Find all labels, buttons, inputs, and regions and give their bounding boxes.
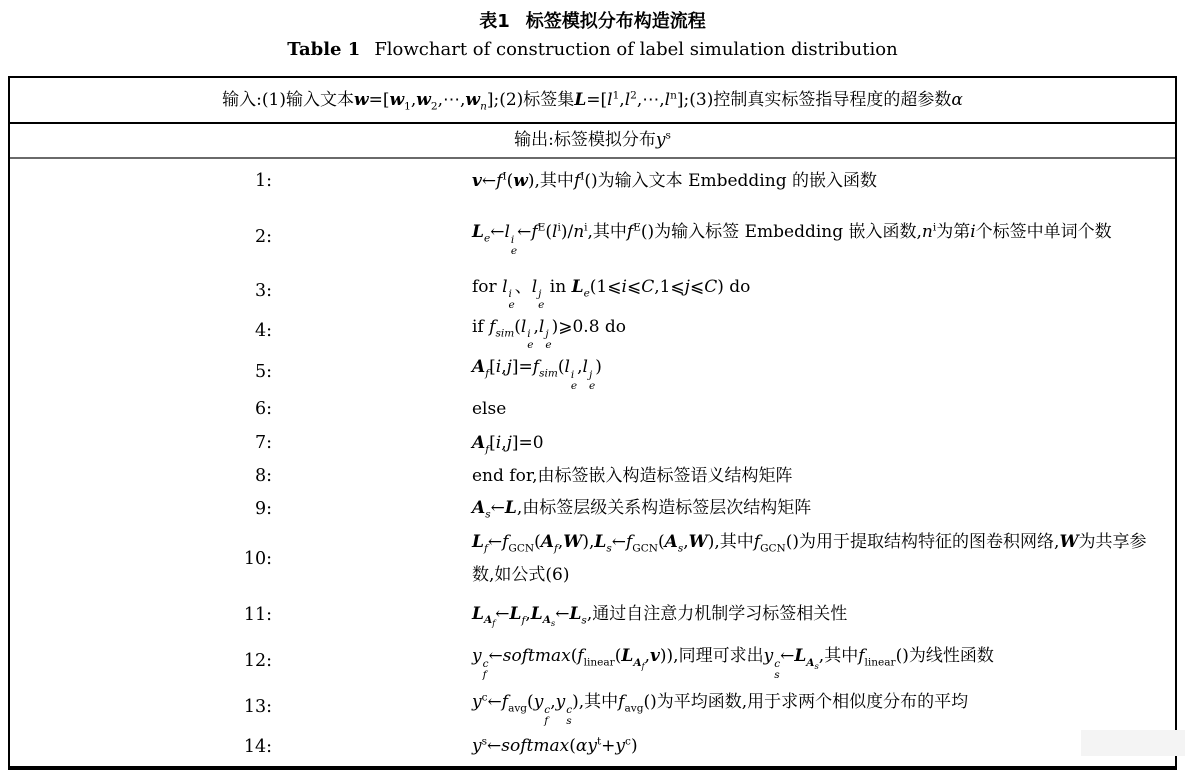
input-row	[10, 78, 1175, 124]
step-content: $L_{A_f}\leftarrow L_f,L_{A_s}\leftarrow L_s$,通过自注意力机制学习标签相关性	[472, 603, 848, 629]
output-row	[10, 124, 1175, 159]
step-number: 10:	[243, 548, 272, 569]
input-row-text: 输入:(1)输入文本$w=[w_1,w_2,\cdots,w_n];(2)$标签集$L=[l^1,l^2,\cdots,l^n];(3)$控制真实标签指导程度的超参数α	[222, 89, 963, 113]
page-title-zh	[0, 10, 1185, 34]
step-number: 6:	[254, 399, 272, 420]
table-title-en: Flowchart of construction of label simulation distribution	[374, 39, 898, 60]
table-row	[10, 311, 1175, 351]
table-row	[10, 392, 1175, 427]
page-title-en	[0, 38, 1185, 62]
watermark-artifact	[1081, 730, 1185, 756]
table-row	[10, 460, 1175, 493]
step-number: 5:	[254, 361, 272, 382]
step-number: 4:	[254, 321, 272, 342]
step-number: 12:	[243, 650, 272, 671]
table-row	[10, 592, 1175, 637]
step-number: 9:	[254, 498, 272, 519]
step-number: 11:	[243, 604, 272, 625]
step-number: 13:	[243, 696, 272, 717]
step-number: 1:	[254, 171, 272, 192]
step-content: for l i e 、l j e in $L_e(1⩽i⩽C,1⩽j⩽C)$ do	[472, 276, 751, 311]
step-number: 2:	[254, 226, 272, 247]
step-number: 14:	[243, 736, 272, 757]
table-label-zh: 表1	[479, 11, 510, 32]
table-title-zh: 标签模拟分布构造流程	[525, 11, 706, 32]
pseudocode-table	[8, 76, 1177, 770]
output-row-text: 输出:标签模拟分布$y^s$	[514, 129, 671, 150]
table-label-en: Table 1	[287, 39, 361, 60]
step-content: if $f_{sim}(l$ i e ,l j e )⩾0.8 do	[472, 317, 627, 352]
step-number: 8:	[254, 466, 272, 487]
step-number: 7:	[254, 433, 272, 454]
table-row	[10, 203, 1175, 271]
step-content: $y^c\leftarrow f_{avg}(y$ c f ,y c s ),其中$f_{avg}()$为平均函数,用于求两个相似度分布的平均	[472, 691, 969, 727]
table-row	[10, 492, 1175, 525]
table-row	[10, 427, 1175, 460]
titles-block	[0, 0, 1185, 62]
table-row	[10, 729, 1175, 764]
step-content: $v\leftarrow f^I(w)$,其中$f^I()$为输入文本 Embedding 的嵌入函数	[472, 170, 877, 191]
step-content: else	[472, 398, 507, 419]
steps-body	[10, 159, 1175, 766]
step-content: $y^s\leftarrow softmax(\alpha y^t+y^c)$	[472, 735, 638, 757]
table-row	[10, 160, 1175, 203]
step-content: $A_s\leftarrow L$,由标签层级关系构造标签层次结构矩阵	[472, 498, 812, 521]
step-content: end for,由标签嵌入构造标签语义结构矩阵	[472, 465, 793, 486]
step-content: $A_f[i,j]=f_{sim}(l$ i e ,l j e )	[472, 357, 602, 392]
table-row	[10, 684, 1175, 729]
step-content: $A_f[i,j]=0$	[472, 432, 544, 456]
table-row	[10, 637, 1175, 684]
step-content: $L_f\leftarrow f_{GCN}(A_f,W),L_s\leftarrow f_{GCN}(A_s,W)$,其中$f_{GCN}()$为用于提取结构特征的图卷积网络,W为共享参数,如公式(6)	[472, 531, 1147, 585]
step-number: 3:	[254, 280, 272, 301]
step-content: $L_e\leftarrow l$ i e $\leftarrow f^E(l^i)/n^i$,其中$f^E()$为输入标签 Embedding 嵌入函数$,n^i$为第i个标签中单词个数	[472, 221, 1112, 257]
table-row	[10, 351, 1175, 391]
step-content: y c f $\leftarrow softmax(f_{linear}(L_{A_f},v))$,同理可求出y c s $\leftarrow L_{A_s}$,其中$f_{linear}()$为线性函数	[472, 646, 994, 681]
table-row	[10, 525, 1175, 592]
table-row	[10, 271, 1175, 311]
